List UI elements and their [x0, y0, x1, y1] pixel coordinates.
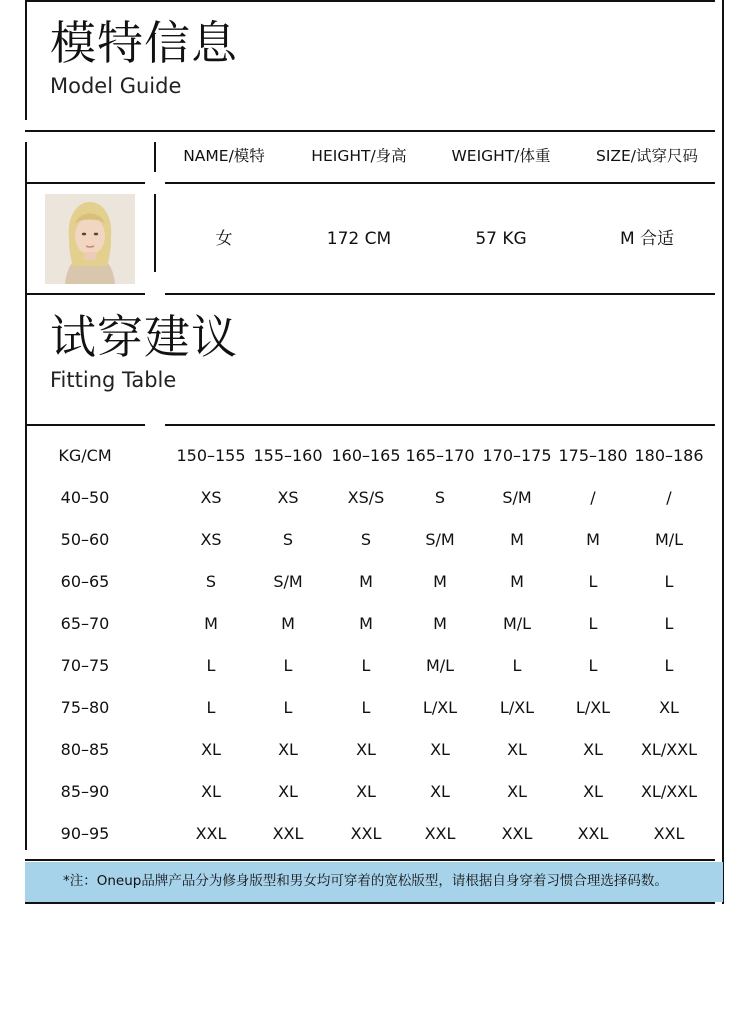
- height-column-header: 170–175: [482, 446, 552, 465]
- model-name-value: 女: [215, 229, 233, 249]
- size-cell: XL: [659, 698, 679, 717]
- model-guide-title-cn: 模特信息: [50, 16, 238, 70]
- model-portrait-image: [45, 194, 135, 284]
- size-cell: L: [361, 656, 371, 675]
- header-weight: WEIGHT/体重: [451, 147, 551, 165]
- size-cell: M: [510, 572, 524, 591]
- size-cell: S: [282, 530, 294, 549]
- size-cell: M: [359, 614, 373, 633]
- fitting-title-cn: 试穿建议: [50, 310, 238, 364]
- size-cell: XL/XXL: [640, 782, 698, 801]
- size-cell: XS: [200, 488, 222, 507]
- size-cell: XXL: [195, 824, 227, 843]
- left-border-top: [25, 0, 27, 120]
- size-cell: XS/S: [347, 488, 385, 507]
- size-cell: M/L: [502, 614, 532, 633]
- size-cell: XXL: [272, 824, 304, 843]
- size-cell: L: [664, 656, 674, 675]
- size-cell: L: [206, 698, 216, 717]
- size-cell: L: [206, 656, 216, 675]
- model-photo: [45, 194, 135, 284]
- weight-row-label: 60–65: [60, 572, 110, 591]
- height-column-header: 165–170: [405, 446, 475, 465]
- model-weight-value: 57 KG: [475, 229, 527, 249]
- height-column-header: 150–155: [176, 446, 246, 465]
- size-cell: L: [512, 656, 522, 675]
- size-cell: M/L: [654, 530, 684, 549]
- size-cell: S/M: [502, 488, 532, 507]
- size-cell: XL: [356, 740, 376, 759]
- divider-header-left: [25, 182, 145, 184]
- model-guide-title-en: Model Guide: [50, 74, 182, 98]
- divider-header-right: [165, 182, 715, 184]
- size-cell: XL: [278, 782, 298, 801]
- size-cell: XL: [356, 782, 376, 801]
- size-cell: M: [510, 530, 524, 549]
- height-column-header: 175–180: [558, 446, 628, 465]
- note-banner: [25, 862, 723, 902]
- header-size: SIZE/试穿尺码: [595, 147, 699, 165]
- header-height: HEIGHT/身高: [311, 147, 407, 165]
- size-cell: M: [586, 530, 600, 549]
- divider-model-bottom-left: [25, 293, 145, 295]
- left-border-main: [25, 142, 27, 850]
- size-cell: XL: [278, 740, 298, 759]
- weight-row-label: 40–50: [60, 488, 110, 507]
- weight-row-label: 65–70: [60, 614, 110, 633]
- height-column-header: 180–186: [634, 446, 704, 465]
- fitting-title-en: Fitting Table: [50, 368, 177, 392]
- size-cell: XL: [430, 740, 450, 759]
- size-cell: L: [361, 698, 371, 717]
- size-cell: L/XL: [575, 698, 611, 717]
- size-cell: M: [204, 614, 218, 633]
- size-cell: M/L: [425, 656, 455, 675]
- height-column-header: 160–165: [331, 446, 401, 465]
- size-cell: XXL: [424, 824, 456, 843]
- size-cell: L/XL: [499, 698, 535, 717]
- divider-model-bottom-right: [165, 293, 715, 295]
- size-cell: S/M: [425, 530, 455, 549]
- size-cell: L: [283, 698, 293, 717]
- size-cell: XS: [277, 488, 299, 507]
- size-cell: S: [360, 530, 372, 549]
- size-cell: M: [433, 614, 447, 633]
- size-cell: /: [590, 488, 596, 507]
- size-cell: XL: [201, 782, 221, 801]
- weight-row-label: 85–90: [60, 782, 110, 801]
- size-cell: L: [588, 656, 598, 675]
- size-cell: L/XL: [422, 698, 458, 717]
- divider-note-bottom: [25, 902, 715, 904]
- weight-row-label: 80–85: [60, 740, 110, 759]
- size-cell: XL/XXL: [640, 740, 698, 759]
- size-cell: M: [359, 572, 373, 591]
- weight-row-label: 70–75: [60, 656, 110, 675]
- note-text: *注：Oneup品牌产品分为修身版型和男女均可穿着的宽松版型，请根据自身穿着习惯合理选择码数。: [63, 873, 668, 889]
- weight-row-label: 90–95: [60, 824, 110, 843]
- divider-vertical-header: [154, 142, 156, 172]
- size-cell: XXL: [350, 824, 382, 843]
- top-border: [25, 0, 715, 2]
- size-cell: XXL: [577, 824, 609, 843]
- size-cell: S/M: [273, 572, 303, 591]
- size-cell: S: [205, 572, 217, 591]
- divider-model-top: [25, 130, 715, 132]
- size-cell: XL: [201, 740, 221, 759]
- divider-vertical-photo: [154, 194, 156, 272]
- size-cell: L: [588, 614, 598, 633]
- size-cell: L: [664, 572, 674, 591]
- header-name: NAME/模特: [183, 147, 265, 165]
- size-cell: L: [283, 656, 293, 675]
- divider-fitting-right: [165, 424, 715, 426]
- size-cell: XXL: [501, 824, 533, 843]
- size-cell: XL: [583, 740, 603, 759]
- right-border: [722, 0, 724, 904]
- size-cell: L: [588, 572, 598, 591]
- weight-row-label: 50–60: [60, 530, 110, 549]
- divider-fitting-left: [25, 424, 145, 426]
- size-cell: S: [434, 488, 446, 507]
- size-cell: XL: [583, 782, 603, 801]
- size-cell: M: [281, 614, 295, 633]
- model-height-value: 172 CM: [326, 229, 392, 249]
- model-size-value: M 合适: [619, 229, 675, 249]
- size-cell: XXL: [653, 824, 685, 843]
- height-column-header: 155–160: [253, 446, 323, 465]
- size-cell: /: [666, 488, 672, 507]
- weight-row-label: 75–80: [60, 698, 110, 717]
- size-cell: L: [664, 614, 674, 633]
- size-cell: XS: [200, 530, 222, 549]
- divider-note-top: [25, 859, 715, 861]
- table-corner-label: KG/CM: [58, 446, 112, 465]
- size-cell: XL: [430, 782, 450, 801]
- size-cell: M: [433, 572, 447, 591]
- size-cell: XL: [507, 782, 527, 801]
- size-cell: XL: [507, 740, 527, 759]
